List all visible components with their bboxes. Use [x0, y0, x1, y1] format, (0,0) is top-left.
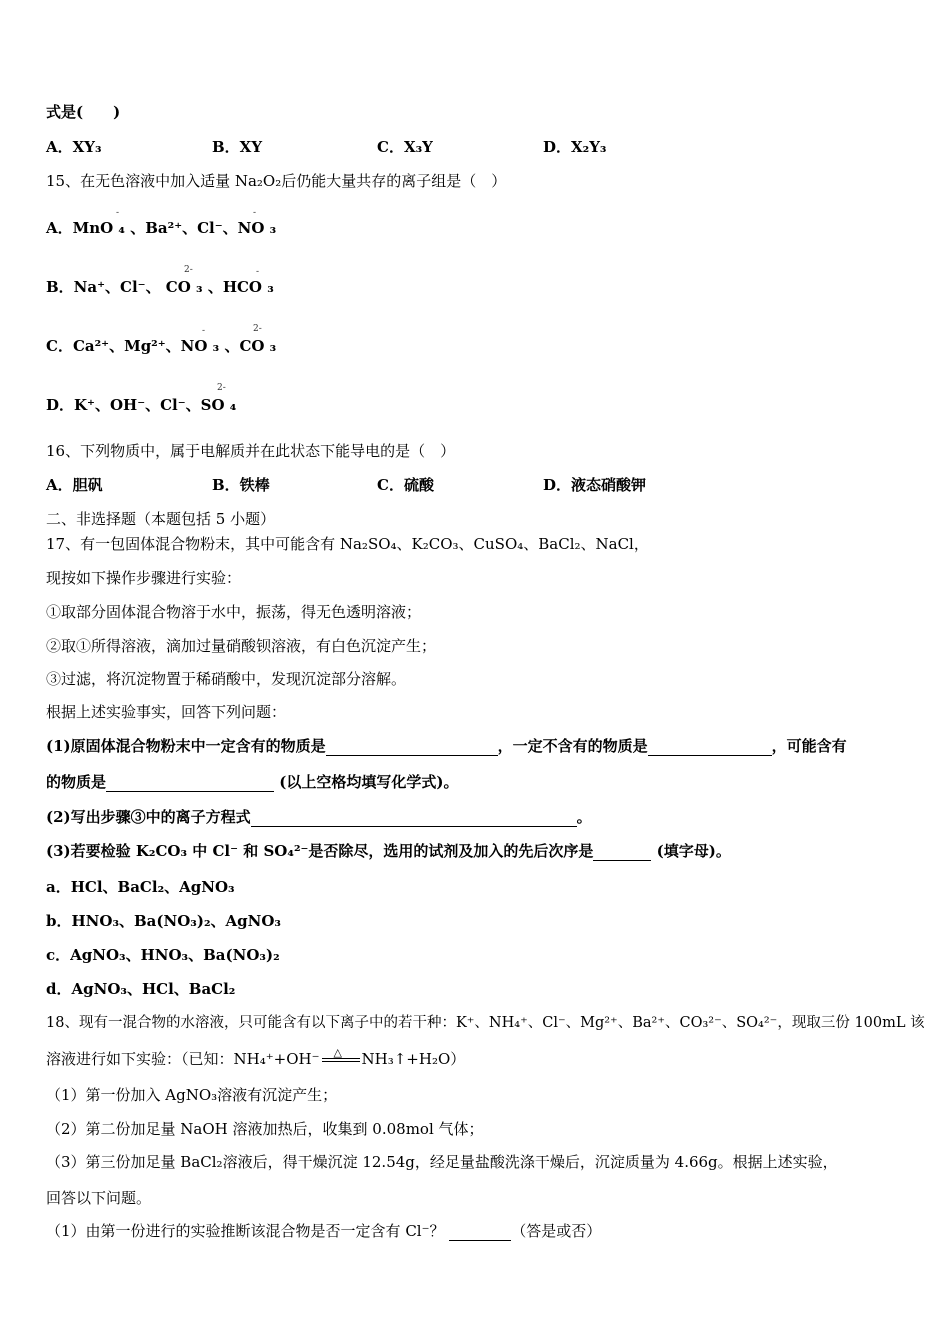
q17-step-2: ②取①所得溶液，滴加过量硝酸钡溶液，有白色沉淀产生； [46, 637, 437, 655]
charge-label: 2- [217, 383, 226, 393]
q14-option-d: D．X₂Y₃ [543, 138, 607, 156]
answer-blank[interactable] [326, 739, 498, 756]
q16-option-b: B．铁棒 [212, 476, 270, 494]
q17-part-3-text: (填字母)。 [656, 842, 731, 860]
q18-exp-2: （2）第二份加足量 NaOH 溶液加热后，收集到 0.08mol 气体； [46, 1120, 484, 1138]
q17-part-1-text: (以上空格均填写化学式)。 [279, 773, 459, 791]
q14-option-c: C．X₃Y [377, 138, 433, 156]
q17-part-3-line [46, 841, 731, 861]
charge-label: 2- [253, 324, 262, 334]
q18-stem-1: 18、现有一混合物的水溶液，只可能含有以下离子中的若干种：K⁺、NH₄⁺、Cl⁻、Mg²⁺、Ba²⁺、CO₃²⁻、SO₄²⁻，现取三份 100mL 该 [46, 1015, 925, 1031]
charge-label: - [116, 208, 120, 218]
q15-option-b: B．Na⁺、Cl⁻、 CO ₃ 、HCO ₃ [46, 278, 274, 296]
q17-stem: 17、有一包固体混合物粉末，其中可能含有 Na₂SO₄、K₂CO₃、CuSO₄、BaCl₂、NaCl， [46, 535, 649, 553]
q17-choice-b: b．HNO₃、Ba(NO₃)₂、AgNO₃ [46, 912, 281, 930]
q17-step-1: ①取部分固体混合物溶于水中，振荡，得无色透明溶液； [46, 603, 422, 621]
q17-part-3-text: (3)若要检验 K₂CO₃ 中 Cl⁻ 和 SO₄²⁻是否除尽，选用的试剂及加入的先后次序是 [46, 842, 594, 860]
q14-option-b: B．XY [212, 138, 263, 156]
q17-part-2-text: (2)写出步骤③中的离子方程式 [46, 808, 251, 826]
q14-tail: 式是( ) [46, 103, 121, 121]
q15-option-d: D．K⁺、OH⁻、Cl⁻、SO ₄ [46, 396, 237, 414]
q17-choice-d: d．AgNO₃、HCl、BaCl₂ [46, 980, 236, 998]
q17-part-1-text: (1)原固体混合物粉末中一定含有的物质是 [46, 737, 326, 755]
q14-option-a: A．XY₃ [46, 138, 102, 156]
q18-stem-text: 溶液进行如下实验：（已知：NH₄⁺+OH⁻ [46, 1050, 320, 1068]
q17-ask: 根据上述实验事实，回答下列问题： [46, 703, 287, 721]
q15-option-a: A．MnO ₄ 、Ba²⁺、Cl⁻、NO ₃ [46, 219, 277, 237]
q17-choice-a: a．HCl、BaCl₂、AgNO₃ [46, 878, 235, 896]
q17-intro: 现按如下操作步骤进行实验： [46, 569, 242, 587]
q17-part-1-text: ，一定不含有的物质是 [497, 737, 648, 755]
q16-option-a: A．胆矾 [46, 476, 103, 494]
q18-stem-2 [46, 1046, 466, 1069]
q15-option-c: C．Ca²⁺、Mg²⁺、NO ₃ 、CO ₃ [46, 337, 277, 355]
section-heading: 二、非选择题（本题包括 5 小题） [46, 510, 276, 528]
answer-blank[interactable] [648, 739, 772, 756]
q17-part-2-line [46, 807, 592, 827]
q18-exp-4: 回答以下问题。 [46, 1189, 152, 1207]
answer-blank[interactable] [449, 1224, 511, 1241]
charge-label: 2- [184, 265, 193, 275]
q18-stem-text: NH₃↑+H₂O） [361, 1050, 466, 1068]
charge-label: - [256, 267, 260, 277]
q17-part-1-text: 的物质是 [46, 773, 107, 791]
q16-stem: 16、下列物质中，属于电解质并在此状态下能导电的是（ ） [46, 442, 456, 460]
q15-stem: 15、在无色溶液中加入适量 Na₂O₂后仍能大量共存的离子组是（ ） [46, 172, 507, 190]
answer-blank[interactable] [106, 775, 274, 792]
charge-label: - [202, 326, 206, 336]
delta-icon: △ [333, 1046, 342, 1059]
q17-part-2-text: 。 [576, 808, 592, 826]
q18-exp-3: （3）第三份加足量 BaCl₂溶液后，得干燥沉淀 12.54g，经足量盐酸洗涤干燥后，沉淀质量为 4.66g。根据上述实验， [46, 1153, 838, 1171]
q18-question-1 [46, 1221, 601, 1241]
q17-choice-c: c．AgNO₃、HNO₃、Ba(NO₃)₂ [46, 946, 280, 964]
answer-blank[interactable] [251, 810, 577, 827]
q17-step-3: ③过滤，将沉淀物置于稀硝酸中，发现沉淀部分溶解。 [46, 670, 407, 688]
answer-blank[interactable] [593, 844, 651, 861]
charge-label: - [253, 208, 257, 218]
q16-option-c: C．硫酸 [377, 476, 434, 494]
q18-question-text: （答是或否） [511, 1222, 602, 1240]
heat-arrow [320, 1046, 362, 1069]
q18-exp-1: （1）第一份加入 AgNO₃溶液有沉淀产生； [46, 1086, 338, 1104]
q17-part-1-line [46, 736, 847, 756]
q17-part-1-text: ，可能含有 [771, 737, 847, 755]
q18-question-text: （1）由第一份进行的实验推断该混合物是否一定含有 Cl⁻？ [46, 1222, 445, 1240]
q17-part-1-line-2 [46, 772, 458, 792]
q16-option-d: D．液态硝酸钾 [543, 476, 647, 494]
